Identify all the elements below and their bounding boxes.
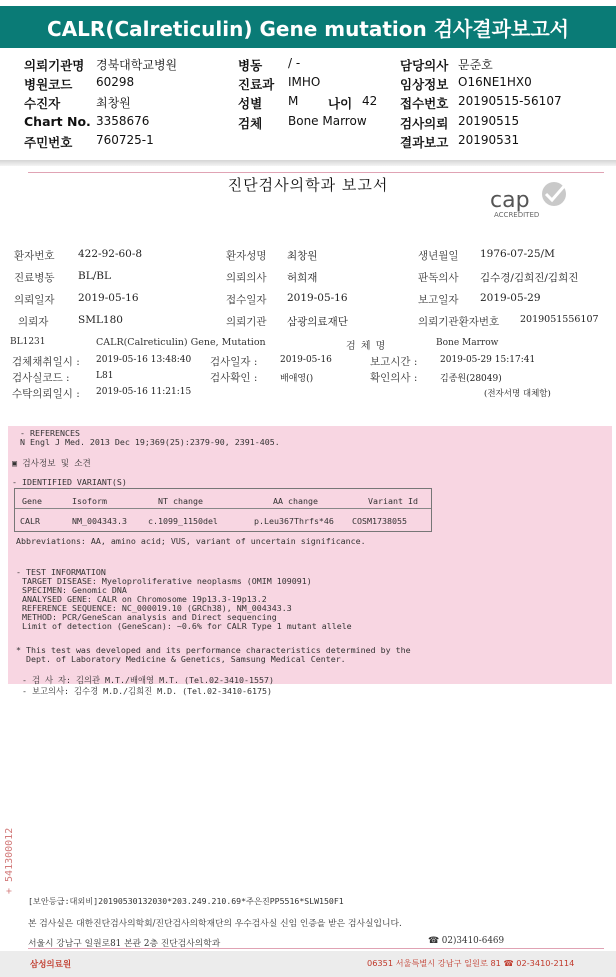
header-label: 주민번호 [24, 135, 73, 150]
info-field-value: 배애영() [280, 374, 314, 384]
header-value: / - [288, 56, 301, 70]
info-field-label: 검사실코드 : [12, 372, 70, 384]
header-label: 접수번호 [400, 96, 449, 111]
disclaimer: Dept. of Laboratory Medicine & Genetics, Samsung Medical Center. [16, 654, 346, 664]
test-info-line: ANALYSED GENE: CALR on Chromosome 19p13.3-19p13.2 [22, 594, 267, 604]
bottom-border-line [28, 948, 604, 949]
variant-header-gene: Gene [22, 496, 42, 506]
header-label: Chart No. [24, 114, 91, 129]
patient-field-label: 의뢰의사 [226, 272, 267, 284]
section-divider [0, 160, 616, 166]
lab-phone: ☎ 02)3410-6469 [428, 936, 505, 946]
info-field-label: 확인의사 : [370, 372, 418, 384]
disclaimer: * This test was developed and its performance characteristics determined by the [16, 645, 411, 655]
header-label: 병동 [238, 58, 263, 73]
variant-isoform: NM_004343.3 [72, 516, 127, 526]
variant-header-id: Variant Id [368, 496, 418, 506]
patient-field-label: 환자번호 [14, 250, 55, 262]
header-label: 진료과 [238, 77, 275, 92]
info-field-label: 검체채취일시 : [12, 356, 80, 368]
header-label: 병원코드 [24, 77, 73, 92]
security-line: [보안등급:대외비]20190530132030*203.249.210.69*주은진PP5516*SLW150F1 [28, 896, 344, 906]
patient-field-value: 김수경/김희진/김희진 [480, 272, 579, 284]
header-value: 60298 [96, 75, 135, 89]
header-label: 검체 [238, 116, 263, 131]
info-field-value: 김종원(28049) [440, 374, 502, 384]
header-value: 최창원 [96, 96, 131, 110]
header-value: O16NE1HX0 [458, 75, 532, 89]
test-info-line: TARGET DISEASE: Myeloproliferative neoplasms (OMIM 109091) [22, 576, 312, 586]
svg-text:cap: cap [490, 188, 530, 213]
age-label: 나이 [328, 96, 353, 111]
test-code: BL1231 [10, 337, 46, 347]
header-value: 20190515-56107 [458, 94, 562, 108]
patient-field-label: 환자성명 [226, 250, 267, 262]
patient-field-label: 판독의사 [418, 272, 459, 284]
variant-header-aa: AA change [273, 496, 318, 506]
patient-field-value: 삼광의료재단 [287, 316, 348, 328]
info-field-label: 검사일자 : [210, 356, 258, 368]
variant-title: - IDENTIFIED VARIANT(S) [12, 477, 127, 487]
footer-hospital-logo: 삼성의료원 [30, 960, 72, 970]
references-text: N Engl J Med. 2013 Dec 19;369(25):2379-90, 2391-405. [20, 437, 280, 447]
info-field-value: L81 [96, 371, 114, 381]
section-title: ▣ 검사정보 및 소견 [12, 459, 91, 469]
patient-field-value: 1976-07-25/M [480, 248, 555, 260]
test-info-line: SPECIMEN: Genomic DNA [22, 585, 127, 595]
test-info-title: - TEST INFORMATION [16, 567, 106, 577]
variant-header-isoform: Isoform [72, 496, 107, 506]
test-name: CALR(Calreticulin) Gene, Mutation [96, 337, 266, 348]
header-value: 문준호 [458, 58, 493, 72]
patient-field-label: 의뢰기관 [226, 316, 267, 328]
variant-gene: CALR [20, 516, 40, 526]
patient-field-label: 접수일자 [226, 294, 267, 306]
header-label: 성별 [238, 96, 263, 111]
header-value: 경북대학교병원 [96, 58, 178, 72]
svg-text:+ 541300012: + 541300012 [4, 827, 15, 894]
header-value: 3358676 [96, 114, 150, 128]
patient-field-value: BL/BL [78, 270, 111, 282]
certification-text: 본 검사실은 대한진단검사의학회/진단검사의학재단의 우수검사실 신임 인증을 받은 검사실입니다. [28, 919, 402, 929]
info-field-value: 2019-05-16 11:21:15 [96, 387, 192, 397]
patient-field-value: 최창원 [287, 250, 318, 262]
header-label: 검사의뢰 [400, 116, 449, 131]
header-value: 20190515 [458, 114, 520, 128]
patient-field-value: 2019-05-29 [480, 292, 541, 304]
info-field-label: 보고시간 : [370, 356, 418, 368]
header-value: 20190531 [458, 133, 520, 147]
patient-field-value: 2019-05-16 [287, 292, 348, 304]
test-info-line: REFERENCE SEQUENCE: NC_000019.10 (GRCh38), NM_004343.3 [22, 603, 292, 613]
variant-nt-change: c.1099_1150del [148, 516, 218, 526]
variant-aa-change: p.Leu367Thrfs*46 [254, 516, 334, 526]
patient-field-label: 보고일자 [418, 294, 459, 306]
lab-address: 서울시 강남구 일원로81 본관 2층 진단검사의학과 [28, 939, 221, 949]
header-value: M [288, 94, 299, 108]
info-field-value: (전자서명 대체함) [484, 389, 551, 399]
report-heading: 진단검사의학과 보고서 [227, 176, 389, 194]
variant-id: COSM1738055 [352, 516, 407, 526]
tester-info: - 검 사 자: 김의관 M.T./배애영 M.T. (Tel.02-3410-1557) [22, 675, 274, 685]
info-field-value: 2019-05-16 13:48:40 [96, 355, 192, 365]
patient-field-value: 2019-05-16 [78, 292, 139, 304]
age-value: 42 [362, 94, 378, 108]
references-title: - REFERENCES [20, 428, 80, 438]
abbreviations: Abbreviations: AA, amino acid; VUS, variant of uncertain significance. [16, 536, 366, 546]
patient-field-label: 생년월일 [418, 250, 459, 262]
header-info [0, 52, 616, 154]
specimen-value: Bone Marrow [436, 338, 499, 348]
header-label: 의뢰기관명 [24, 58, 85, 73]
info-field-value: 2019-05-29 15:17:41 [440, 355, 536, 365]
patient-field-label: 의뢰자 [18, 316, 49, 328]
svg-text:ACCREDITED: ACCREDITED [494, 211, 540, 219]
patient-field-label: 진료병동 [14, 272, 55, 284]
info-field-label: 검사확인 : [210, 372, 258, 384]
specimen-label: 검 체 명 [346, 341, 387, 352]
header-value: 760725-1 [96, 133, 154, 147]
cap-accredited-logo [486, 180, 576, 220]
test-info-line: Limit of detection (GeneScan): ~0.6% for CALR Type 1 mutant allele [22, 621, 352, 631]
side-barcode-number [1, 800, 15, 896]
report-title: CALR(Calreticulin) Gene mutation 검사결과보고서 [0, 6, 616, 48]
patient-field-value: 422-92-60-8 [78, 248, 143, 260]
info-field-label: 수탁의뢰일시 : [12, 388, 80, 400]
header-label: 담당의사 [400, 58, 449, 73]
footer-address: 06351 서울특별시 강남구 일원로 81 ☎ 02-3410-2114 [367, 958, 575, 968]
patient-field-value: SML180 [78, 314, 123, 326]
patient-field-label: 의뢰기관환자번호 [418, 316, 500, 328]
header-value: IMHO [288, 75, 321, 89]
header-label: 결과보고 [400, 135, 449, 150]
reporter-info: - 보고의사: 김수경 M.D./김희진 M.D. (Tel.02-3410-6175) [22, 686, 272, 696]
patient-field-value: 2019051556107 [520, 314, 599, 325]
report-border-line [28, 172, 604, 173]
patient-field-value: 허희재 [287, 272, 318, 284]
variant-header-nt: NT change [158, 496, 203, 506]
header-label: 임상정보 [400, 77, 449, 92]
header-label: 수진자 [24, 96, 61, 111]
header-value: Bone Marrow [288, 114, 367, 128]
info-field-value: 2019-05-16 [280, 355, 332, 365]
patient-field-label: 의뢰일자 [14, 294, 55, 306]
test-info-line: METHOD: PCR/GeneScan analysis and Direct sequencing [22, 612, 277, 622]
